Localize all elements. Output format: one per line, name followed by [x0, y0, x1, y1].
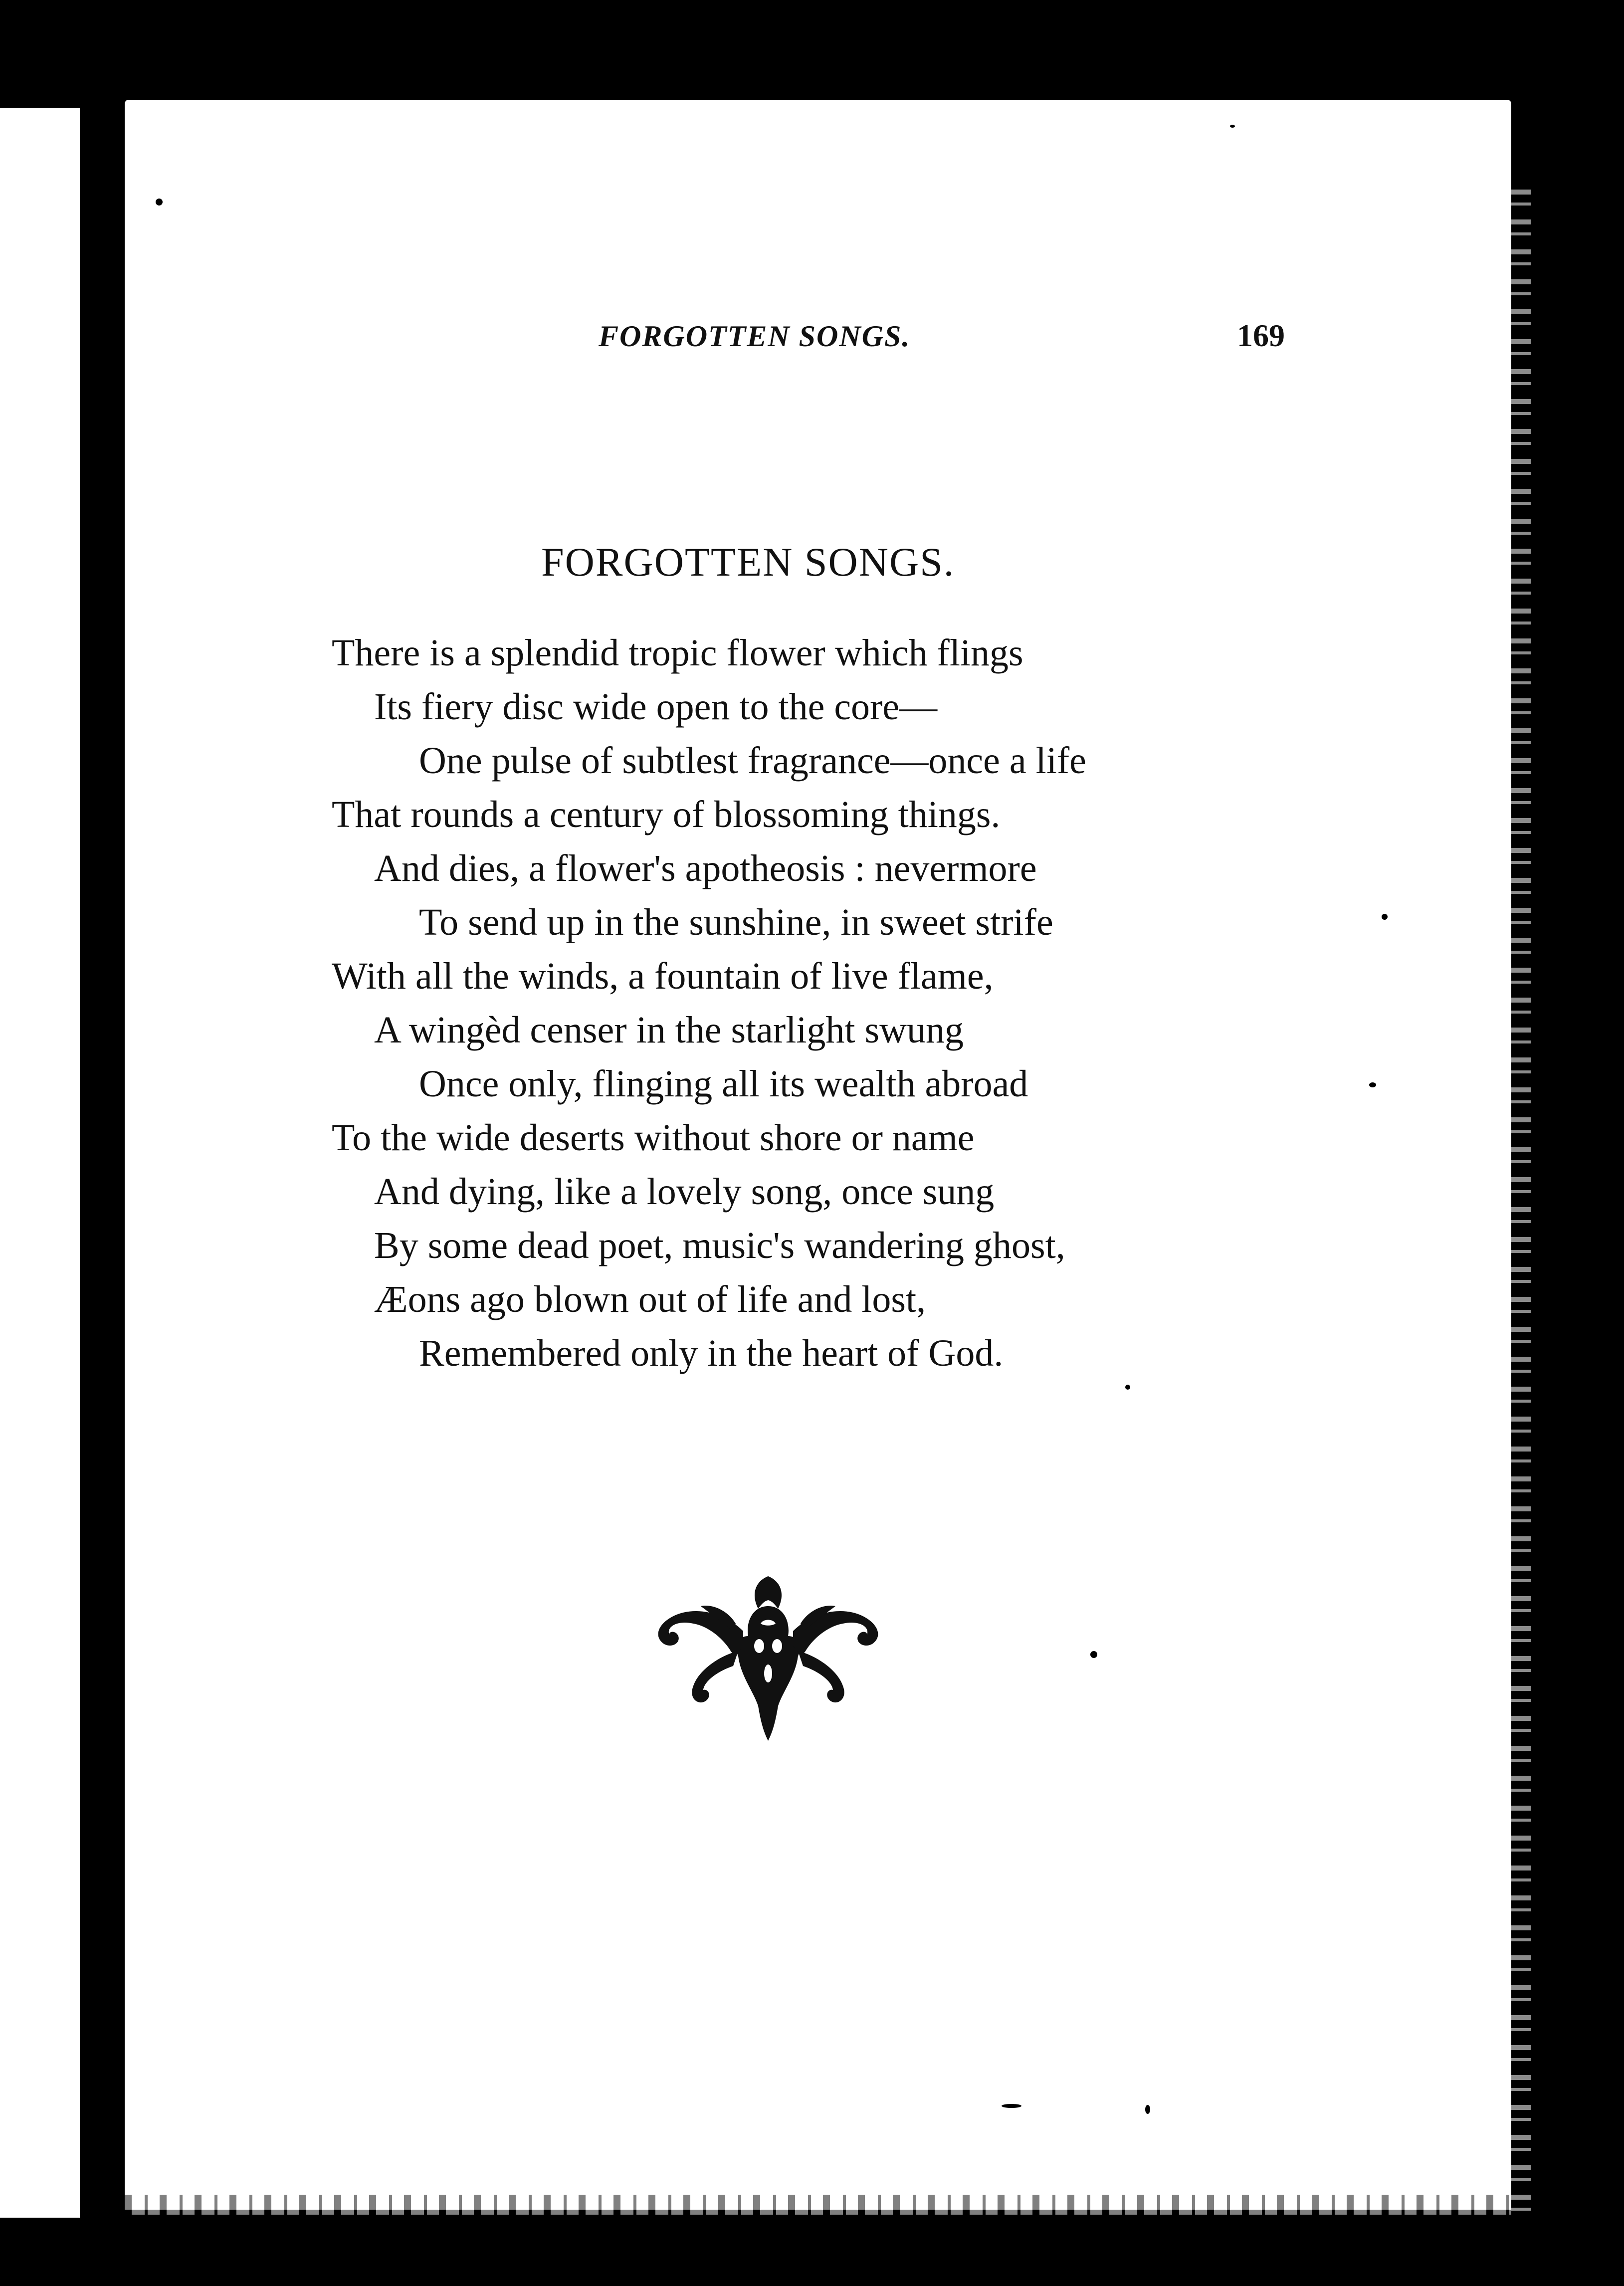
ink-speck: [1145, 2105, 1150, 2114]
poem-line: Remembered only in the heart of God.: [419, 1332, 1004, 1374]
ink-speck: [1090, 1651, 1097, 1658]
poem-line: One pulse of subtlest fragrance—once a life: [419, 740, 1086, 782]
ink-speck: [156, 199, 163, 206]
running-head: FORGOTTEN SONGS.: [599, 320, 911, 353]
poem-line: A wingèd censer in the starlight swung: [374, 1009, 964, 1051]
poem-line: And dying, like a lovely song, once sung: [374, 1171, 995, 1213]
poem-line: Æons ago blown out of life and lost,: [374, 1278, 926, 1320]
poem-line: By some dead poet, music's wandering ghost,: [374, 1225, 1065, 1266]
page-number: 169: [1237, 318, 1285, 353]
ink-speck: [1125, 1385, 1130, 1390]
ink-speck: [1369, 1082, 1376, 1087]
page-edge-bottom: [125, 2195, 1511, 2215]
poem-line: Its fiery disc wide open to the core—: [374, 686, 938, 728]
poem-line: Once only, flinging all its wealth abroad: [419, 1063, 1028, 1105]
ink-speck: [1002, 2104, 1021, 2108]
book-gutter: [80, 115, 125, 2220]
previous-page-edge: [0, 108, 80, 2218]
poem-line: With all the winds, a fountain of live flame,: [332, 955, 994, 997]
poem-line: That rounds a century of blossoming things.: [332, 794, 1001, 835]
ink-speck: [1382, 914, 1388, 920]
poem-line: To send up in the sunshine, in sweet strife: [419, 901, 1053, 943]
page-edge-right: [1511, 190, 1531, 2215]
poem-line: And dies, a flower's apotheosis : nevermore: [374, 847, 1037, 889]
poem-line: There is a splendid tropic flower which flings: [332, 632, 1023, 674]
ink-speck: [1230, 125, 1235, 128]
poem-title: FORGOTTEN SONGS.: [541, 539, 955, 585]
poem-body: [332, 626, 1329, 1380]
floral-tailpiece-icon: [638, 1576, 898, 1741]
poem-line: To the wide deserts without shore or name: [332, 1117, 975, 1159]
